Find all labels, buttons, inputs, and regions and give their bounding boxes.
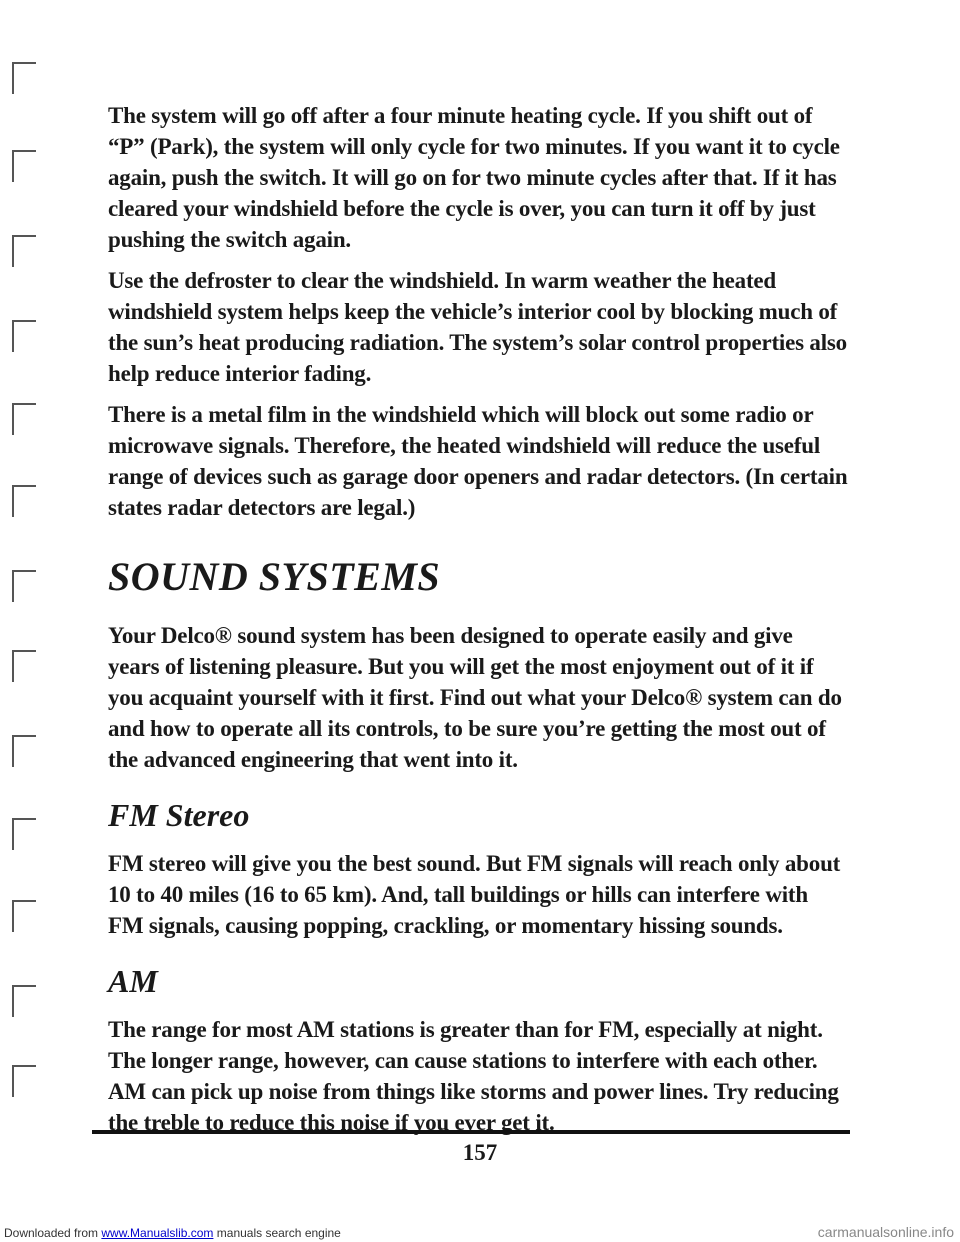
sound-systems-intro: Your Delco® sound system has been designed to operate easily and give years of listening pleasure. But you will get the most enjoyment out of it if you acquaint yourself with it first. Find out what your Delco® system can do and how to operate all its controls, to be sure you’re getting the most out of the advanced engineering that went into it.	[108, 623, 842, 772]
page-number: 157	[462, 1140, 498, 1165]
binding-mark	[12, 485, 36, 517]
am-body: The range for most AM stations is greater than for FM, especially at night. The longer range, however, can cause stations to interfere with each other. AM can pick up noise from things like storms and power lines. Try reducing the treble to reduce this noise if you ever get it.	[108, 1017, 839, 1135]
binding-mark	[12, 900, 36, 932]
footer-suffix: manuals search engine	[213, 1226, 341, 1240]
watermark: carmanualsonline.info	[817, 1224, 954, 1240]
footer-rule	[92, 1130, 850, 1134]
am-heading: AM	[108, 963, 158, 999]
metal-film-paragraph: There is a metal film in the windshield which will block out some radio or microwave signals. Therefore, the heated windshield will reduce the useful range of devices such as garage door openers and radar detectors. (In certain states radar detectors are legal.)	[108, 402, 848, 520]
manualslib-link[interactable]: www.Manualslib.com	[101, 1226, 214, 1240]
binding-mark	[12, 818, 36, 850]
page-content	[108, 100, 848, 1148]
download-footer	[4, 1226, 341, 1240]
binding-mark	[12, 150, 36, 182]
defroster-paragraph: Use the defroster to clear the windshield. In warm weather the heated windshield system helps keep the vehicle’s interior cool by blocking much of the sun’s heat producing radiation. The system’s solar control properties also help reduce interior fading.	[108, 268, 847, 386]
binding-mark	[12, 403, 36, 435]
fm-stereo-heading: FM Stereo	[108, 797, 250, 833]
binding-mark	[12, 235, 36, 267]
binding-mark	[12, 735, 36, 767]
binding-mark	[12, 320, 36, 352]
fm-stereo-body: FM stereo will give you the best sound. But FM signals will reach only about 10 to 40 miles (16 to 65 km). And, tall buildings or hills can interfere with FM signals, causing popping, crackling, or momentary hissing sounds.	[108, 851, 841, 938]
sound-systems-heading: SOUND SYSTEMS	[108, 554, 441, 599]
binding-mark	[12, 985, 36, 1017]
heating-cycle-paragraph: The system will go off after a four minute heating cycle. If you shift out of “P” (Park), the system will only cycle for two minutes. If you want it to cycle again, push the switch. It will go on for two minute cycles after that. If it has cleared your windshield before the cycle is over, you can turn it off by just pushing the switch again.	[108, 103, 840, 252]
footer-prefix: Downloaded from	[4, 1226, 102, 1240]
binding-mark	[12, 650, 36, 682]
binding-mark	[12, 1065, 36, 1097]
binding-mark	[12, 62, 36, 94]
binding-mark	[12, 570, 36, 602]
